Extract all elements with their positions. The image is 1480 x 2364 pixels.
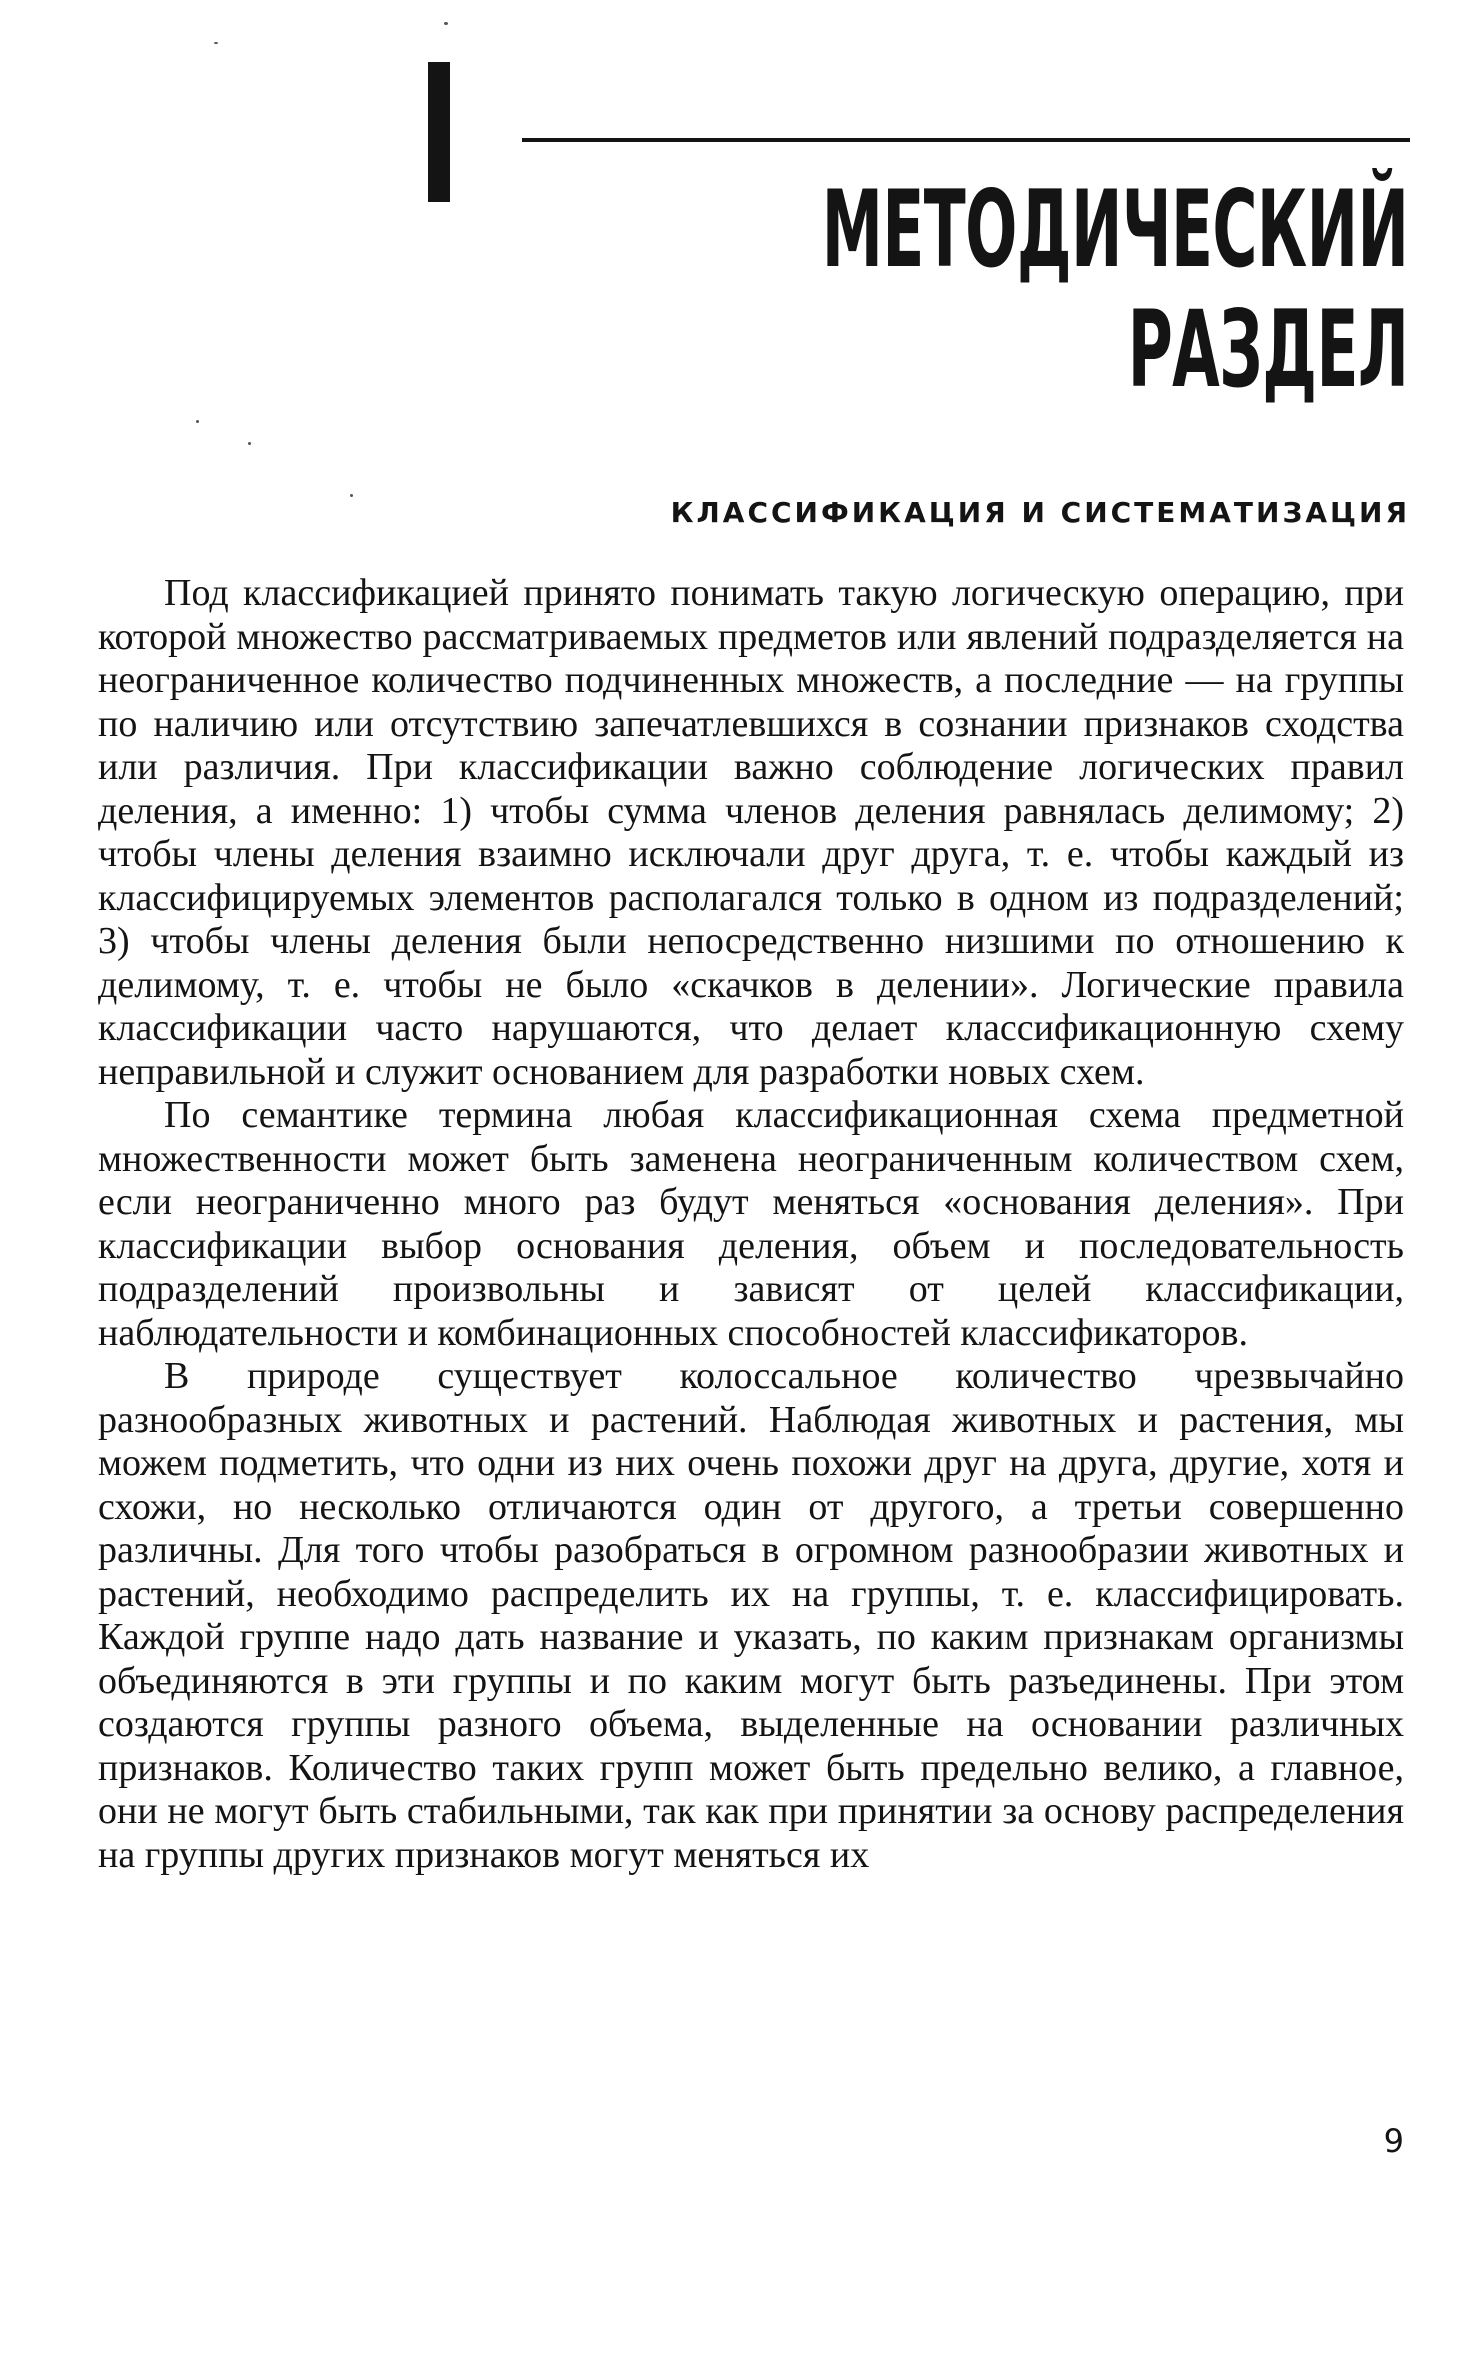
chapter-title-line-2: РАЗДЕЛ — [1127, 288, 1408, 411]
print-speck — [444, 22, 448, 25]
section-heading: КЛАССИФИКАЦИЯ И СИСТЕМАТИЗАЦИЯ — [670, 496, 1410, 529]
body-text — [98, 572, 1404, 1877]
print-speck — [350, 494, 353, 497]
paragraph-2: По семантике термина любая классификационная схема предметной множественности может быть заменена неограниченным количеством схем, если неограниченно много раз будут меняться «основания деления». При классификации выбор основания деления, объем и последовательность подразделений произвольны и зависят от целей классификации, наблюдательности и комбинационных способностей классификаторов. — [98, 1094, 1404, 1354]
chapter-title — [821, 170, 1408, 410]
paragraph-1: Под классификацией принято понимать такую логическую операцию, при которой множество рассматриваемых предметов или явлений подразделяется на неограниченное количество подчиненных множеств, а последние — на группы по наличию или отсутствию запечатлевшихся в сознании признаков сходства или различия. При классификации важно соблюдение логических правил деления, а именно: 1) чтобы сумма членов деления равнялась делимому; 2) чтобы члены деления взаимно исключали друг друга, т. е. чтобы каждый из классифицируемых элементов располагался только в одном из подразделений; 3) чтобы члены деления были непосредственно низшими по отношению к делимому, т. е. чтобы не было «скачков в делении». Логические правила классификации часто нарушаются, что делает классификационную схему неправильной и служит основанием для разработки новых схем. — [98, 572, 1404, 1093]
print-speck — [214, 42, 218, 44]
print-speck — [248, 442, 251, 445]
chapter-rule — [522, 138, 1410, 142]
page-number: 9 — [1383, 2122, 1404, 2160]
print-speck — [196, 420, 199, 423]
paragraph-3: В природе существует колоссальное количество чрезвычайно разнообразных животных и растений. Наблюдая животных и растения, мы можем подметить, что одни из них очень похожи друг на друга, другие, хотя и схожи, но несколько отличаются один от другого, а третьи совершенно различны. Для того чтобы разобраться в огромном разнообразии животных и растений, необходимо распределить их на группы, т. е. классифицировать. Каждой группе надо дать название и указать, по каким признакам организмы объединяются в эти группы и по каким могут быть разъединены. При этом создаются группы разного объема, выделенные на основании различных признаков. Количество таких групп может быть предельно велико, а главное, они не могут быть стабильными, так как при принятии за основу распределения на группы других признаков могут меняться их — [98, 1355, 1404, 1876]
chapter-title-line-1: МЕТОДИЧЕСКИЙ — [821, 168, 1408, 291]
chapter-numeral — [428, 62, 450, 202]
